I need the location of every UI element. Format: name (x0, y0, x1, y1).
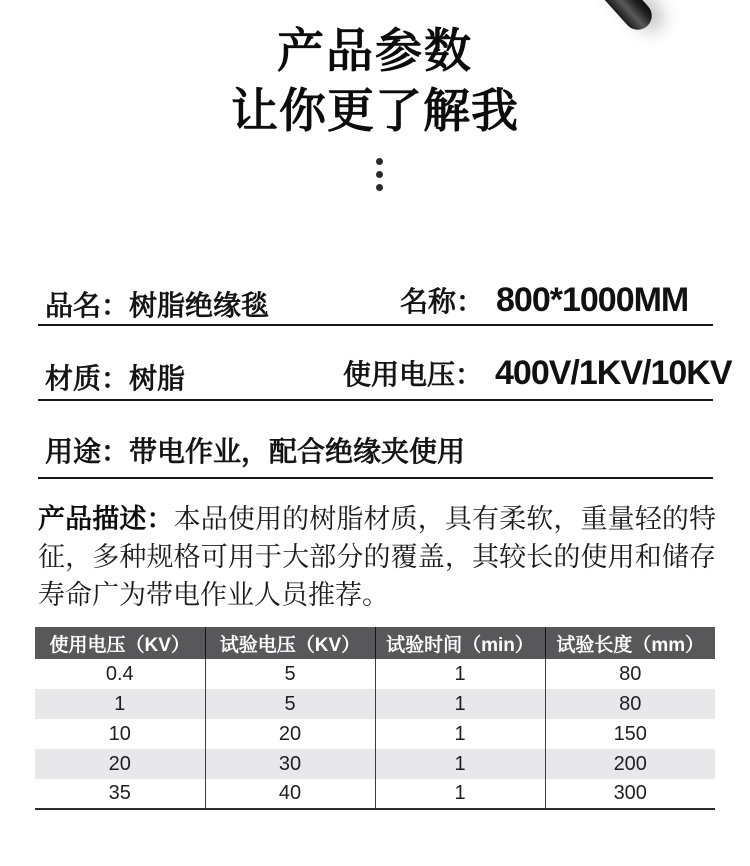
cell: 150 (613, 722, 647, 745)
page-header (0, 24, 750, 137)
table-row (35, 779, 715, 809)
spec-value: 带电作业，配合绝缘夹使用 (129, 436, 466, 467)
spec-label: 材质： (45, 363, 130, 394)
col-header-test-voltage: 试验电压（KV） (205, 627, 375, 659)
page-subtitle: 让你更了解我 (231, 83, 519, 137)
cell: 30 (205, 749, 375, 779)
product-description (38, 500, 716, 614)
cell: 0.4 (35, 659, 205, 689)
col-header-use-voltage: 使用电压（KV） (35, 627, 205, 659)
divider (38, 399, 713, 401)
spec-value: 800*1000MM (496, 281, 689, 319)
page-title: 产品参数 (277, 24, 473, 77)
spec-label: 使用电压： (343, 359, 484, 390)
cell: 20 (35, 749, 205, 779)
description-text: 本品使用的树脂材质，具有柔软，重量轻的特征，多种规格可用于大部分的覆盖，其较长的使用和储存寿命广为带电作业人员推荐。 (38, 504, 716, 610)
cell: 20 (205, 719, 375, 749)
spec-label: 品名： (45, 290, 130, 321)
spec-usage (45, 430, 465, 470)
cell: 1 (375, 749, 545, 779)
cell: 1 (35, 689, 205, 719)
spec-value: 树脂绝缘毯 (129, 290, 270, 321)
cell: 80 (619, 662, 642, 685)
divider (38, 324, 713, 326)
table-row (35, 749, 715, 779)
spec-product-name (45, 284, 269, 324)
cell: 1 (375, 779, 545, 809)
cell: 300 (613, 782, 647, 804)
col-header-test-time: 试验时间（min） (375, 627, 545, 659)
spec-material (45, 357, 185, 397)
test-spec-table (35, 627, 715, 810)
col-header-test-length: 试验长度（mm） (545, 627, 715, 659)
spec-label: 名称： (400, 286, 485, 317)
cell: 200 (613, 752, 647, 775)
cell: 35 (35, 779, 205, 809)
cell: 1 (375, 689, 545, 719)
cell: 10 (35, 719, 205, 749)
cell: 80 (619, 692, 642, 715)
cell: 5 (205, 689, 375, 719)
spec-label: 用途： (45, 436, 130, 467)
vertical-ellipsis-icon (0, 155, 750, 194)
table-row (35, 659, 715, 689)
table-row (35, 719, 715, 749)
table-header-row (35, 627, 715, 659)
spec-voltage (343, 353, 732, 393)
spec-value: 树脂 (129, 363, 186, 394)
description-label: 产品描述： (38, 504, 174, 534)
cell: 1 (375, 659, 545, 689)
divider (38, 477, 713, 479)
cell: 5 (205, 659, 375, 689)
spec-value: 400V/1KV/10KV (495, 354, 732, 392)
spec-size-name (400, 280, 688, 320)
cell: 1 (375, 719, 545, 749)
table-row (35, 689, 715, 719)
cell: 40 (205, 779, 375, 809)
